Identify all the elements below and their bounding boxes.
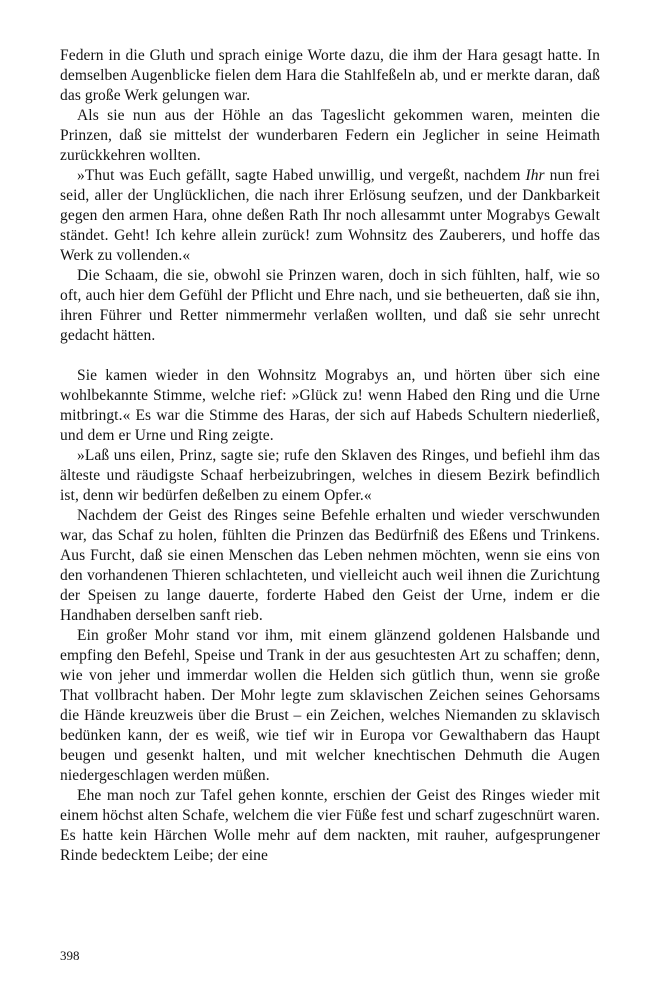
paragraph [60, 446, 600, 506]
body-text: »Laß uns eilen, Prinz, sagte sie; rufe den Sklaven des Ringes, und befiehl ihm das älteste und räudigste Schaaf herbeizubringen, welches in diesem Bezirk befindlich ist, denn wir bedürfen deßelben zu einem Opfer.« [60, 447, 600, 504]
body-text: Ein großer Mohr stand vor ihm, mit einem glänzend goldenen Halsbande und empfing den Befehl, Speise und Trank in der aus gesuchtesten Art zu schaffen; denn, wie von jeher und immerdar wollen die Helden sich gütlich thun, wenn sie große That vollbracht haben. Der Mohr legte zum sklavischen Zeichen seines Gehorsams die Hände kreuzweis über die Brust – ein Zeichen, welches Niemanden zu sklavisch bedünken kann, der es weiß, wie tief wir in Europa vor Gewalthabern das Haupt beugen und gesenkt halten, und mit welcher knechtischen Dehmuth die Augen niedergeschlagen werden müßen. [60, 627, 600, 784]
paragraph [60, 106, 600, 166]
paragraph [60, 166, 600, 266]
body-text: Sie kamen wieder in den Wohnsitz Mograbys an, und hörten über sich eine wohlbekannte Stimme, welche rief: »Glück zu! wenn Habed den Ring und die Urne mitbringt.« Es war die Stimme des Haras, der sich auf Habeds Schultern niederließ, und dem er Urne und Ring zeigte. [60, 367, 600, 444]
body-text: »Thut was Euch gefällt, sagte Habed unwillig, und vergeßt, nachdem [77, 167, 526, 184]
italic-text: Ihr [525, 167, 545, 184]
paragraph [60, 266, 600, 346]
text-block [60, 46, 600, 866]
paragraph [60, 786, 600, 866]
paragraph [60, 506, 600, 626]
paragraph [60, 46, 600, 106]
paragraph [60, 366, 600, 446]
body-text: Nachdem der Geist des Ringes seine Befehle erhalten und wieder verschwunden war, das Schaf zu holen, fühlten die Prinzen das Bedürfniß des Eßens und Trinkens. Aus Furcht, daß sie einen Menschen das Leben nehmen möchten, wenn sie eins von den vorhandenen Thieren schlachteten, und vielleicht auch weil ihnen die Zurichtung der Speisen zu lange dauerte, forderte Habed den Geist der Urne, indem er die Handhaben derselben sanft rieb. [60, 507, 600, 624]
body-text: Ehe man noch zur Tafel gehen konnte, erschien der Geist des Ringes wieder mit einem höchst alten Schafe, welchem die vier Füße fest und scharf zugeschnürt waren. Es hatte kein Härchen Wolle mehr auf dem nackten, mit rauher, aufgesprungener Rinde bedecktem Leibe; der eine [60, 787, 600, 864]
paragraph [60, 626, 600, 786]
body-text: nun frei seid, aller der Unglücklichen, die nach ihrer Erlösung seufzen, und der Dankbarkeit gegen den armen Hara, ohne deßen Rath Ihr noch allesammt unter Mograbys Gewalt ständet. Geht! Ich kehre allein zurück! zum Wohnsitz des Zauberers, und hoffe das Werk zu vollenden.« [60, 167, 600, 264]
body-text: Als sie nun aus der Höhle an das Tageslicht gekommen waren, meinten die Prinzen, daß sie mittelst der wunderbaren Federn ein Jeglicher in seine Heimath zurückkehren wollten. [60, 107, 600, 164]
page-number: 398 [60, 948, 80, 963]
body-text: Federn in die Gluth und sprach einige Worte dazu, die ihm der Hara gesagt hatte. In demselben Augenblicke fielen dem Hara die Stahlfeßeln ab, und er merkte daran, daß das große Werk gelungen war. [60, 47, 600, 104]
body-text: Die Schaam, die sie, obwohl sie Prinzen waren, doch in sich fühlten, half, wie so oft, auch hier dem Gefühl der Pflicht und Ehre nach, und sie betheuerten, daß sie ihn, ihren Führer und Retter nimmermehr verlaßen wollten, und daß sie sehr unrecht gedacht hätten. [60, 267, 600, 344]
